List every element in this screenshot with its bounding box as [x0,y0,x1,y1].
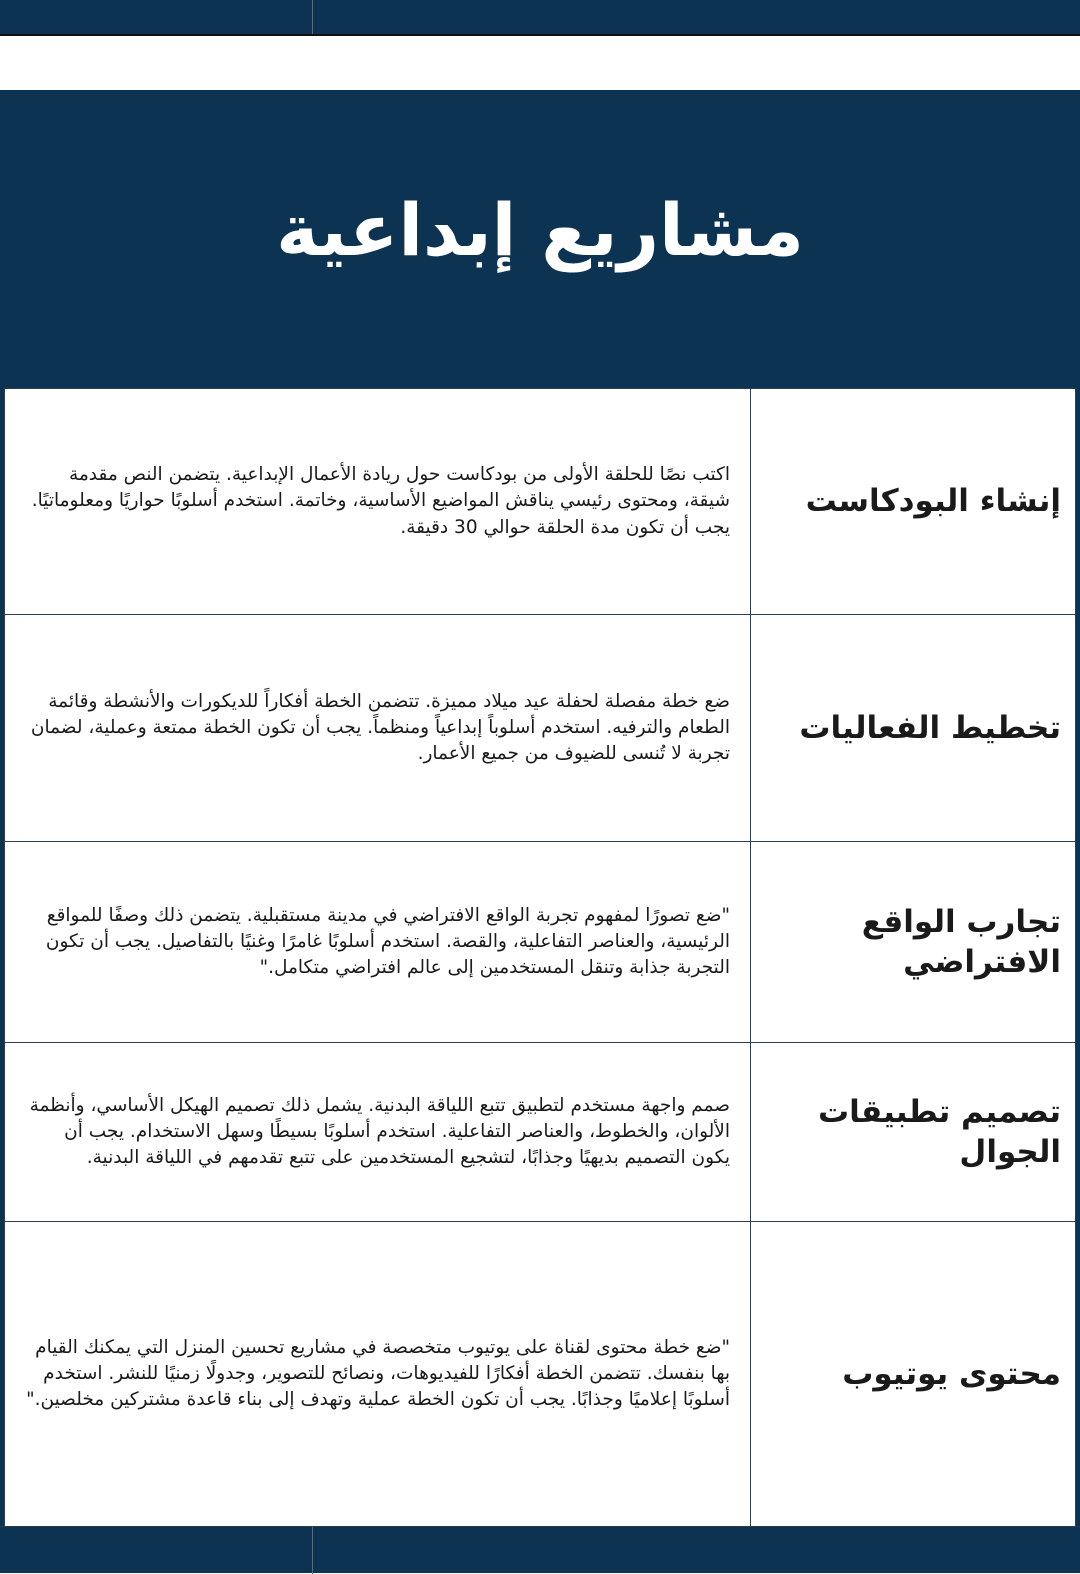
project-title: محتوى يوتيوب [751,1222,1076,1527]
project-title: تجارب الواقع الافتراضي [751,842,1076,1043]
table-row [5,389,1076,615]
page-title: مشاريع إبداعية [276,188,804,272]
header-banner [0,90,1080,382]
projects-table [4,388,1076,1527]
column-divider [312,1527,313,1574]
project-description: "ضع تصورًا لمفهوم تجربة الواقع الافتراضي في مدينة مستقبلية. يتضمن ذلك وصفًا للمواقع الرئيسية، والعناصر التفاعلية، والقصة. استخدم أسلوبًا غامرًا وغنيًا بالتفاصيل. يجب أن تكون التجربة جذابة وتنقل المستخدمين إلى عالم افتراضي متكامل." [5,842,751,1043]
project-description: اكتب نصًا للحلقة الأولى من بودكاست حول ريادة الأعمال الإبداعية. يتضمن النص مقدمة شيقة، ومحتوى رئيسي يناقش المواضيع الأساسية، وخاتمة. استخدم أسلوبًا حواريًا ومعلوماتيًا. يجب أن تكون مدة الحلقة حوالي 30 دقيقة. [5,389,751,615]
project-description: صمم واجهة مستخدم لتطبيق تتبع اللياقة البدنية. يشمل ذلك تصميم الهيكل الأساسي، وأنظمة الألوان، والخطوط، والعناصر التفاعلية. استخدم أسلوبًا بسيطًا وسهل الاستخدام. يجب أن يكون التصميم بديهيًا وجذابًا، لتشجيع المستخدمين على تتبع تقدمهم في اللياقة البدنية. [5,1043,751,1222]
project-description: ضع خطة مفصلة لحفلة عيد ميلاد مميزة. تتضمن الخطة أفكاراً للديكورات والأنشطة وقائمة الطعام والترفيه. استخدم أسلوباً إبداعياً ومنظماً. يجب أن تكون الخطة ممتعة وعملية، لضمان تجربة لا تُنسى للضيوف من جميع الأعمار. [5,615,751,842]
projects-table-container [0,382,1080,1526]
table-row [5,1222,1076,1527]
column-divider [312,0,313,34]
table-row [5,842,1076,1043]
top-table-edge [0,0,1080,36]
project-title: تصميم تطبيقات الجوال [751,1043,1076,1222]
project-title: إنشاء البودكاست [751,389,1076,615]
table-row [5,1043,1076,1222]
table-row [5,615,1076,842]
bottom-table-edge [0,1526,1080,1573]
project-title: تخطيط الفعاليات [751,615,1076,842]
project-description: "ضع خطة محتوى لقناة على يوتيوب متخصصة في مشاريع تحسين المنزل التي يمكنك القيام بها بنفسك. تتضمن الخطة أفكارًا للفيديوهات، ونصائح للتصوير، وجدولًا زمنيًا للنشر. استخدم أسلوبًا إعلاميًا وجذابًا. يجب أن تكون الخطة عملية وتهدف إلى بناء قاعدة مشتركين مخلصين." [5,1222,751,1527]
